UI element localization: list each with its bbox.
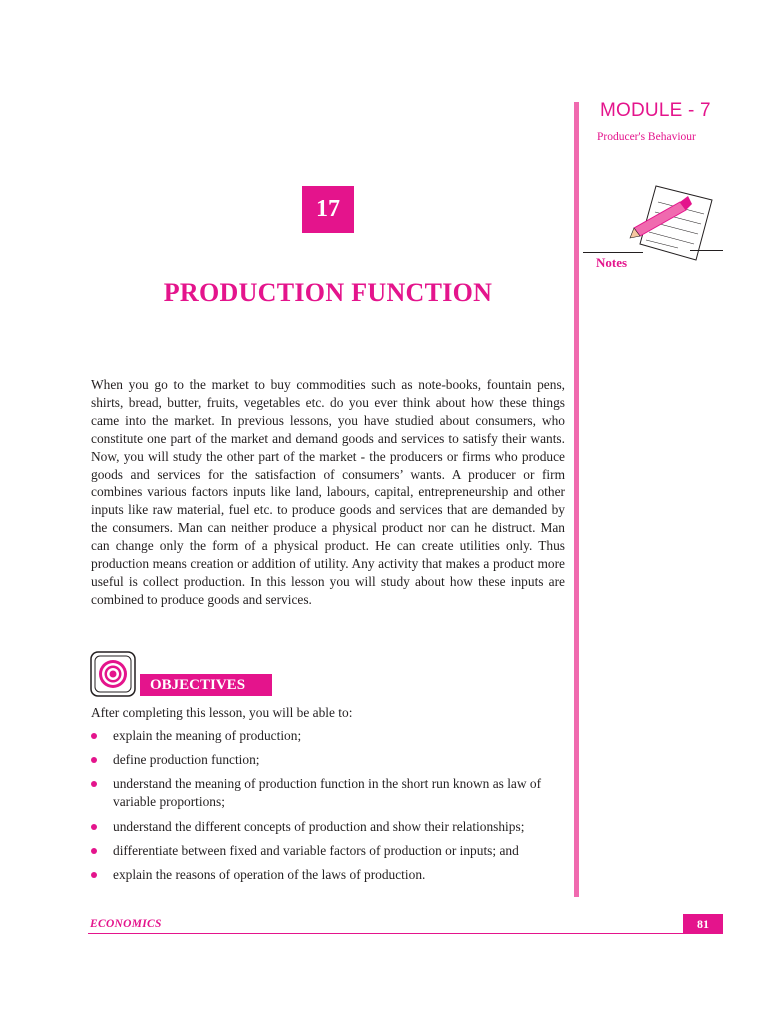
- target-icon: [90, 651, 136, 697]
- objective-text: differentiate between fixed and variable factors of production or inputs; and: [113, 842, 519, 858]
- bullet-icon: [91, 824, 97, 830]
- objective-text: explain the reasons of operation of the laws of production.: [113, 866, 426, 882]
- intro-paragraph: When you go to the market to buy commodities such as note-books, fountain pens, shirts, bread, butter, fruits, vegetables etc. do you ever think about how these things came into the market. In previous lessons, you have studied about consumers, who constitute one part of the market and demand goods and services to satisfy their wants. Now, you will study the other part of the market - the producers or firms who produce goods and services for the satisfaction of consumers’ wants. A producer or firm combines various factors inputs like land, labours, capital, entrepreneurship and other inputs like raw material, fuel etc. to produce goods and services that are demanded by the consumers. Man can neither produce a physical product nor can he distruct. Man can change only the form of a physical product. He can create utilities only. Thus production means creation or addition of utility. Any activity that makes a product more useful is collect production. In this lesson you will study about how these inputs are combined to produce goods and services.: [91, 377, 565, 607]
- notes-label: Notes: [596, 255, 628, 270]
- footer-subject: ECONOMICS: [90, 918, 162, 930]
- objective-item: [91, 818, 569, 836]
- bullet-icon: [91, 848, 97, 854]
- objective-item: [91, 751, 569, 769]
- bullet-icon: [91, 757, 97, 763]
- objective-text: understand the different concepts of production and show their relationships;: [113, 818, 525, 834]
- sidebar-divider: [574, 102, 579, 897]
- objectives-list: [91, 727, 569, 890]
- objectives-intro: After completing this lesson, you will be able to:: [91, 705, 353, 720]
- module-subtitle: Producer's Behaviour: [597, 131, 696, 143]
- footer-divider: [88, 933, 723, 934]
- notes-divider-left: [583, 252, 643, 253]
- chapter-number: 17: [302, 186, 354, 233]
- objective-text: understand the meaning of production function in the short run known as law of variable proportions;: [113, 776, 542, 810]
- objective-item: [91, 727, 569, 745]
- objectives-heading: OBJECTIVES: [140, 674, 272, 696]
- bullet-icon: [91, 733, 97, 739]
- objective-item: [91, 842, 569, 860]
- notes-divider-right: [690, 250, 723, 251]
- objective-item: [91, 775, 569, 811]
- page-number: 81: [683, 914, 723, 934]
- module-title: MODULE - 7: [600, 100, 711, 121]
- objective-text: explain the meaning of production;: [113, 728, 302, 743]
- bullet-icon: [91, 781, 97, 787]
- objective-item: [91, 866, 569, 884]
- objective-text: define production function;: [113, 752, 260, 768]
- bullet-icon: [91, 872, 97, 878]
- chapter-title: PRODUCTION FUNCTION: [163, 278, 493, 307]
